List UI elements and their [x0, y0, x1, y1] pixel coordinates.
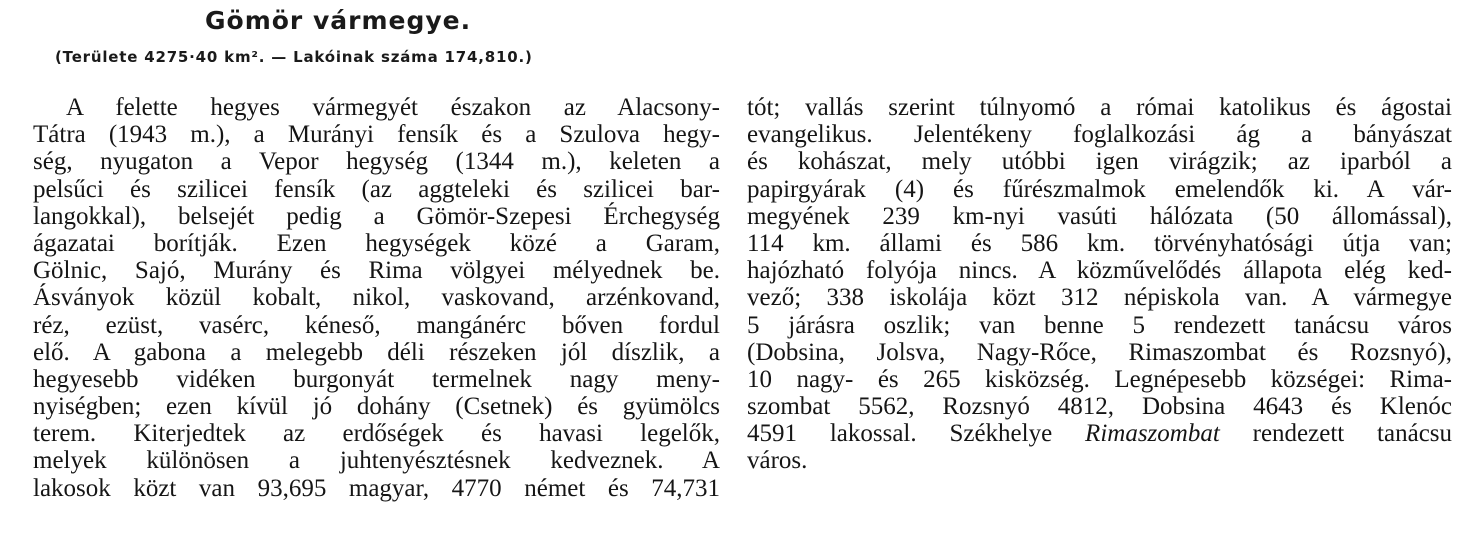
- text-line: réz, ezüst, vasérc, kéneső, mangánérc bőven fordul: [33, 311, 720, 339]
- seat-town-italic: Rimaszombat: [1085, 420, 1220, 448]
- text-line: tót; vallás szerint túlnyomó a római katolikus és ágostai: [747, 94, 1452, 121]
- text-line: és kohászat, mely utóbbi igen virágzik; az iparból a: [747, 148, 1452, 176]
- text-line: melyek különösen a juhtenyésztésnek kedveznek. A: [33, 447, 720, 475]
- text-line: 114 km. állami és 586 km. törvényhatósági útja van;: [747, 229, 1452, 257]
- text-line: elő. A gabona a melegebb déli részeken jól díszlik, a: [33, 338, 720, 366]
- text-line: 5 járásra oszlik; van benne 5 rendezett tanácsu város: [747, 311, 1452, 339]
- text-line: nyiségben; ezen kívül jó dohány (Csetnek) és gyümölcs: [33, 393, 720, 421]
- text-segment: rendezett tanácsu: [1252, 420, 1453, 448]
- text-line: papirgyárak (4) és fűrészmalmok emelendők ki. A vár-: [747, 175, 1452, 203]
- text-column-left: [33, 94, 720, 502]
- page-title: Gömör vármegye.: [205, 6, 472, 35]
- text-line-seat: [747, 420, 1452, 447]
- text-line: 10 nagy- és 265 kisközség. Legnépesebb községei: Rima-: [747, 365, 1452, 393]
- text-line: megyének 239 km-nyi vasúti hálózata (50 állomással),: [747, 202, 1452, 230]
- text-line: Gölnic, Sajó, Murány és Rima völgyei mélyednek be.: [33, 257, 720, 285]
- text-segment: 4591 lakossal. Székhelye: [747, 420, 1053, 448]
- text-line: (Dobsina, Jolsva, Nagy-Rőce, Rimaszombat és Rozsnyó),: [747, 338, 1452, 366]
- text-line: ség, nyugaton a Vepor hegység (1344 m.), keleten a: [33, 148, 720, 176]
- text-line: Ásványok közül kobalt, nikol, vaskovand, arzénkovand,: [33, 284, 720, 312]
- text-line: pelsűci és szilicei fensík (az aggteleki és szilicei bar-: [33, 175, 720, 203]
- text-line: langokkal), belsejét pedig a Gömör-Szepesi Érchegység: [33, 202, 720, 230]
- text-line: terem. Kiterjedtek az erdőségek és havasi legelők,: [33, 420, 720, 448]
- text-column-right: [747, 94, 1452, 475]
- text-line: szombat 5562, Rozsnyó 4812, Dobsina 4643 és Klenóc: [747, 393, 1452, 421]
- text-line: hajózható folyója nincs. A közművelődés állapota elég ked-: [747, 257, 1452, 285]
- text-line: vező; 338 iskolája közt 312 népiskola van. A vármegye: [747, 284, 1452, 312]
- text-line: lakosok közt van 93,695 magyar, 4770 német és 74,731: [33, 474, 720, 502]
- text-line: evangelikus. Jelentékeny foglalkozási ág a bányászat: [747, 121, 1452, 149]
- text-line: Tátra (1943 m.), a Murányi fensík és a Szulova hegy-: [33, 121, 720, 149]
- text-line: hegyesebb vidéken burgonyát termelnek nagy meny-: [33, 365, 720, 393]
- page-subtitle: (Területe 4275·40 km². — Lakóinak száma 174,810.): [55, 48, 533, 66]
- text-line: ágazatai borítják. Ezen hegységek közé a Garam,: [33, 229, 720, 257]
- text-line: A felette hegyes vármegyét északon az Alacsony-: [66, 94, 720, 121]
- text-line: város.: [747, 447, 808, 475]
